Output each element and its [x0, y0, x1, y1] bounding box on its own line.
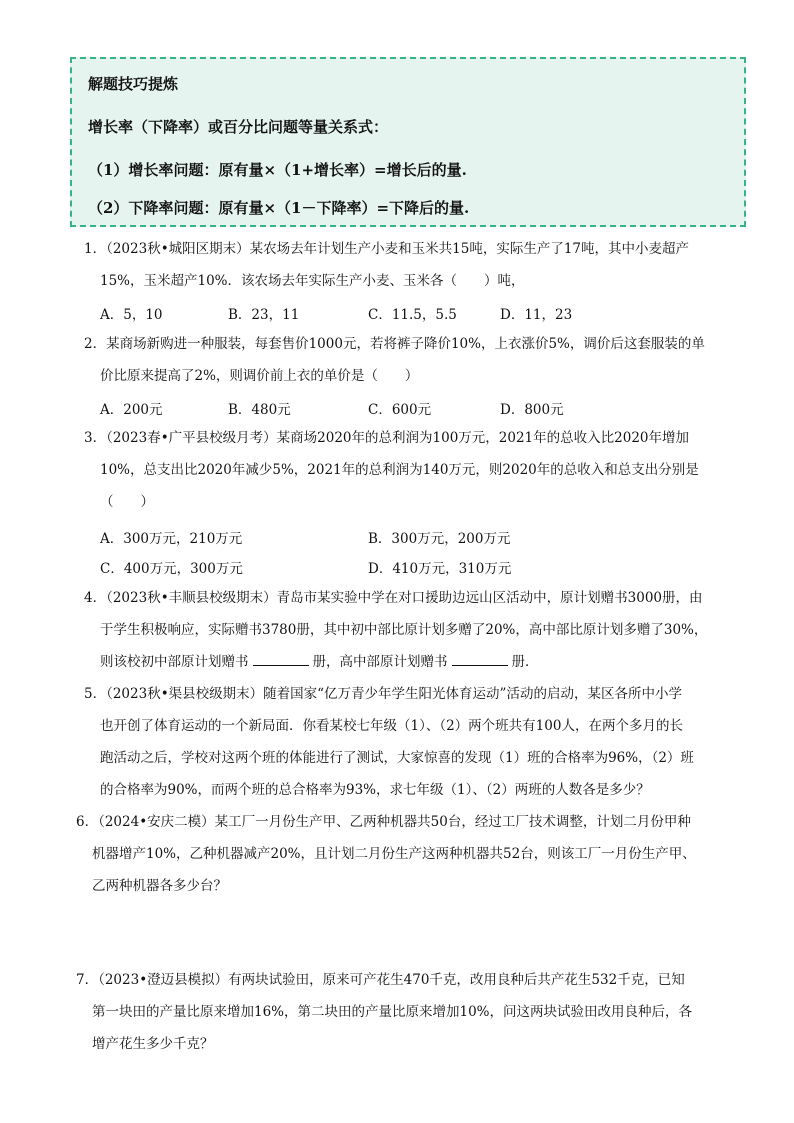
answer-blank-junior[interactable] — [253, 651, 309, 666]
question-2-line-1: 2．某商场新购进一种服装，每套售价1000元，若将裤子降价10%，上衣涨价5%，调价后这套服装的单 — [84, 336, 705, 352]
question-7-line-2: 第一块田的产量比原来增加16%，第二块田的产量比原来增加10%，问这两块试验田改用良种后，各 — [92, 1004, 693, 1020]
question-6-line-2: 机器增产10%，乙种机器减产20%，且计划二月份生产这两种机器共52台，则该工厂一月份生产甲、 — [92, 846, 696, 862]
question-1-option-c: C．11.5，5.5 — [368, 307, 457, 323]
question-3-option-d: D．410万元，310万元 — [368, 561, 512, 577]
question-6-line-1: 6．（2024•安庆二模）某工厂一月份生产甲、乙两种机器共50台，经过工厂技术调整，计划二月份甲种 — [76, 814, 691, 830]
question-6-line-3: 乙两种机器各多少台？ — [92, 878, 227, 894]
question-1-option-a: A．5，10 — [100, 307, 163, 323]
tips-title: 解题技巧提炼 — [88, 75, 179, 93]
question-5-line-4: 的合格率为90%，而两个班的总合格率为93%，求七年级（1）、（2）两班的人数各是多少？ — [100, 782, 650, 798]
question-3-option-b: B．300万元，200万元 — [368, 531, 511, 547]
question-1-option-d: D．11，23 — [500, 307, 573, 323]
tips-rule-1: （1）增长率问题：原有量×（1+增长率）=增长后的量. — [88, 161, 467, 179]
question-5-line-2: 也开创了体育运动的一个新局面．你看某校七年级（1）、（2）两个班共有100人，在两个多月的长 — [100, 718, 683, 734]
question-4-line-3 — [100, 646, 539, 678]
question-3-option-a: A．300万元，210万元 — [100, 531, 243, 547]
question-1-option-b: B．23，11 — [228, 307, 300, 323]
question-2-option-d: D．800元 — [500, 402, 564, 418]
tips-lead: 增长率（下降率）或百分比问题等量关系式： — [88, 118, 389, 136]
question-3-option-c: C．400万元，300万元 — [100, 561, 243, 577]
question-7-line-3: 增产花生多少千克？ — [92, 1036, 214, 1052]
question-5-line-1: 5．（2023秋•渠县校级期末）随着国家“亿万青少年学生阳光体育运动”活动的启动，某区各所中小学 — [84, 686, 682, 702]
tips-box — [70, 57, 746, 227]
question-4-line-3-b: 册，高中部原计划赠书 — [312, 654, 448, 670]
answer-blank-senior[interactable] — [452, 651, 508, 666]
question-3-line-2: 10%，总支出比2020年减少5%，2021年的总利润为140万元，则2020年的总收入和总支出分别是 — [100, 462, 699, 478]
question-4-line-2: 于学生积极响应，实际赠书3780册，其中初中部比原计划多赠了20%，高中部比原计划多赠了30%， — [100, 622, 708, 638]
question-5-line-3: 跑活动之后，学校对这两个班的体能进行了测试，大家惊喜的发现（1）班的合格率为96%，（2）班 — [100, 750, 694, 766]
question-1-line-1: 1．（2023秋•城阳区期末）某农场去年计划生产小麦和玉米共15吨，实际生产了17吨，其中小麦超产 — [84, 241, 690, 257]
question-7-line-1: 7．（2023•澄迈县模拟）有两块试验田，原来可产花生470千克，改用良种后共产花生532千克，已知 — [76, 972, 685, 988]
question-3-line-1: 3．（2023春•广平县校级月考）某商场2020年的总利润为100万元，2021年的总收入比2020年增加 — [84, 430, 689, 446]
question-4-line-3-c: 册． — [511, 654, 539, 670]
question-2-option-a: A．200元 — [100, 402, 163, 418]
question-3-line-3: （ ） — [100, 494, 154, 510]
tips-rule-2: （2）下降率问题：原有量×（1－下降率）=下降后的量. — [88, 199, 470, 217]
question-2-line-2: 价比原来提高了2%，则调价前上衣的单价是（ ） — [100, 368, 419, 384]
question-1-line-2: 15%，玉米超产10%．该农场去年实际生产小麦、玉米各（ ）吨， — [100, 273, 525, 289]
question-4-line-1: 4．（2023秋•丰顺县校级期末）青岛市某实验中学在对口援助边远山区活动中，原计划赠书3000册，由 — [84, 590, 703, 606]
question-2-option-b: B．480元 — [228, 402, 291, 418]
question-2-option-c: C．600元 — [368, 402, 432, 418]
question-4-line-3-a: 则该校初中部原计划赠书 — [100, 654, 249, 670]
